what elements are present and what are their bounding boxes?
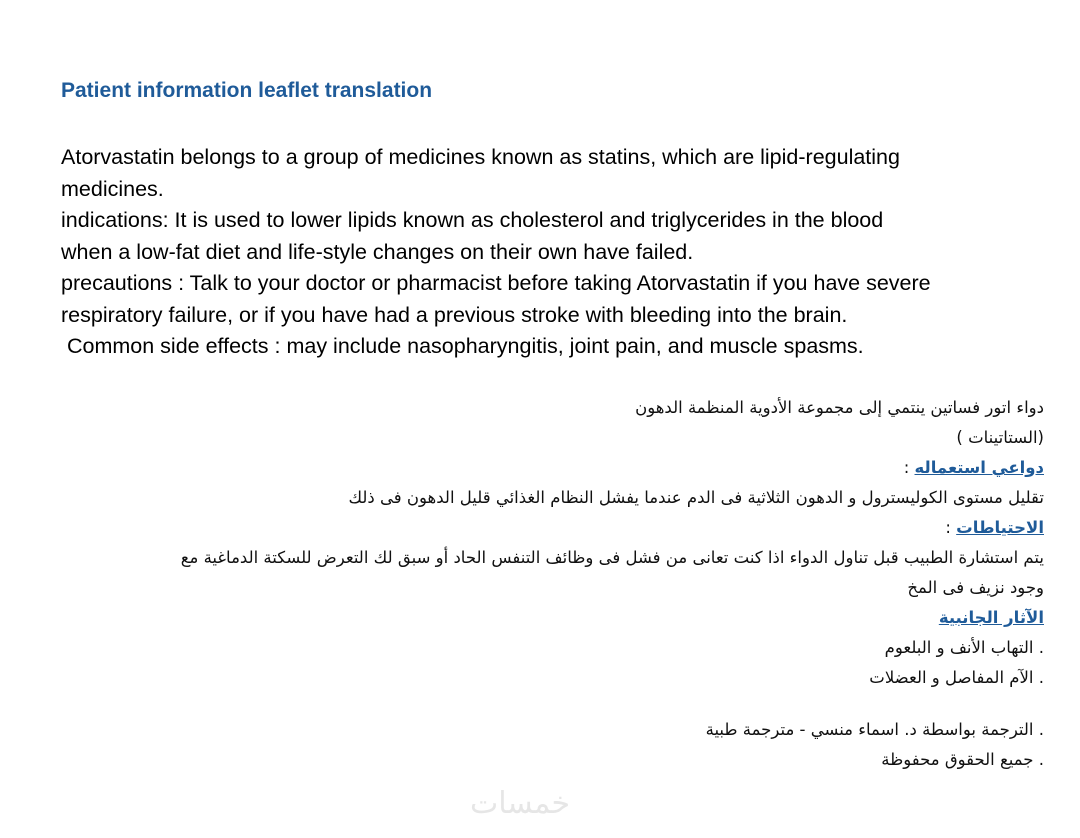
indications-heading-row [64,453,1044,483]
side-effect-item: . الآم المفاصل و العضلات [869,668,1044,687]
arabic-section [64,393,1044,775]
precautions-heading-row [64,513,1044,543]
credit-line: . جميع الحقوق محفوظة [881,750,1044,769]
english-line: Atorvastatin belongs to a group of medicines known as statins, which are lipid-regulating [61,145,900,169]
indications-text: تقليل مستوى الكوليسترول و الدهون الثلاثية فى الدم عندما يفشل النظام الغذائي قليل الدهون فى ذلك [348,488,1044,507]
precautions-text: يتم استشارة الطبيب قبل تناول الدواء اذا كنت تعانى من فشل فى وظائف التنفس الحاد أو سبق لك التعرض للسكتة الدماغية مع [180,548,1044,567]
side-effects-heading-row [64,603,1044,633]
side-effect-item: . التهاب الأنف و البلعوم [884,638,1044,657]
precautions-heading: الاحتياطات [956,518,1044,537]
credit-line: . الترجمة بواسطة د. اسماء منسي - مترجمة طبية [705,720,1044,739]
english-line: respiratory failure, or if you have had a previous stroke with bleeding into the brain. [61,302,848,327]
page-title: Patient information leaflet translation [61,79,433,102]
arabic-intro-line: (الستاتينات ) [956,428,1044,447]
english-section [61,142,1051,363]
precautions-text: وجود نزيف فى المخ [907,578,1044,597]
english-line: when a low-fat diet and life-style changes on their own have failed. [61,239,694,264]
section-spacer [64,693,1044,715]
arabic-intro-line: دواء اتور فساتين ينتمي إلى مجموعة الأدوية المنظمة الدهون [635,398,1044,417]
side-effects-heading: الآثار الجانبية [938,608,1044,627]
watermark-logo: خمسات [470,786,571,821]
english-line: precautions : Talk to your doctor or pharmacist before taking Atorvastatin if you have severe [61,271,931,295]
english-line: medicines. [61,176,164,201]
english-line: indications: It is used to lower lipids known as cholesterol and triglycerides in the blood [61,208,884,232]
english-line: Common side effects : may include nasopharyngitis, joint pain, and muscle spasms. [61,334,864,358]
heading-colon: : [903,458,915,477]
heading-colon: : [945,518,957,537]
indications-heading: دواعي استعماله [914,458,1044,477]
